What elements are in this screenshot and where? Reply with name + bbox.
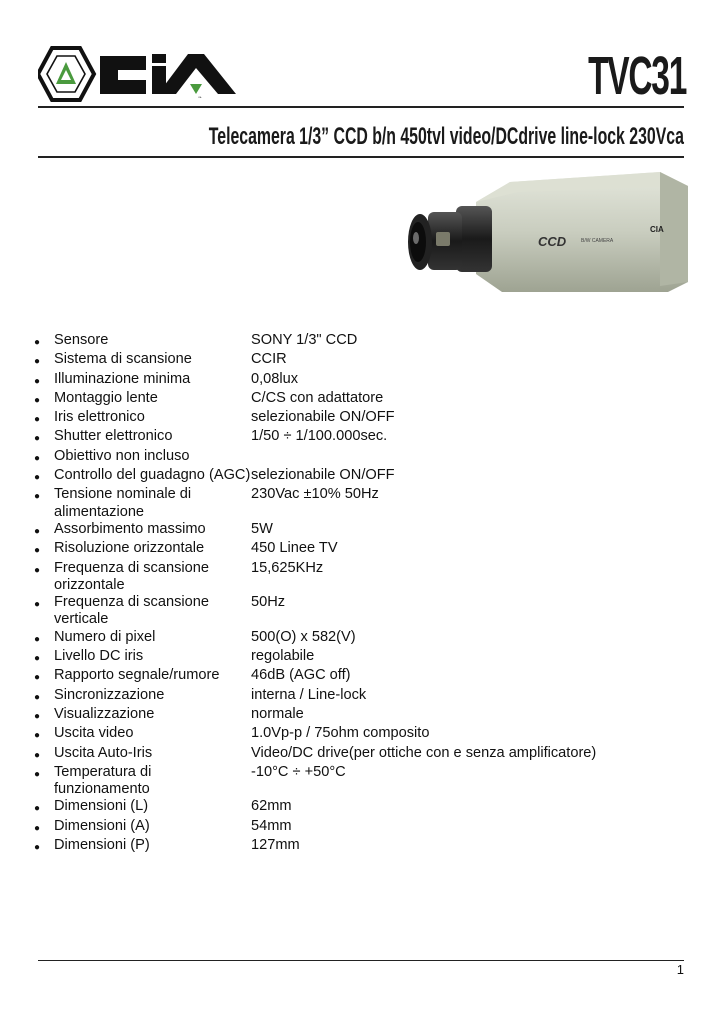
cia-logo <box>38 46 244 102</box>
spec-label: Controllo del guadagno (AGC) <box>54 467 251 484</box>
spec-label: Montaggio lente <box>54 389 158 406</box>
bullet-icon: ● <box>34 803 41 815</box>
bullet-icon: ● <box>34 414 41 426</box>
bullet-icon: ● <box>34 433 41 445</box>
bullet-icon: ● <box>34 749 41 761</box>
spec-row <box>34 521 694 540</box>
bullet-icon: ● <box>34 768 41 780</box>
spec-row <box>34 428 694 447</box>
spec-row <box>34 745 694 764</box>
spec-value: normale <box>251 705 304 722</box>
spec-label: Uscita video <box>54 725 134 742</box>
spec-row <box>34 486 694 521</box>
spec-row <box>34 467 694 486</box>
camera-print-brand: CIA <box>650 225 664 234</box>
bullet-icon: ● <box>34 653 41 665</box>
footer-rule <box>38 960 684 961</box>
spec-row <box>34 409 694 428</box>
bullet-icon: ● <box>34 633 41 645</box>
bullet-icon: ● <box>34 691 41 703</box>
spec-row <box>34 706 694 725</box>
spec-label: Rapporto segnale/rumore <box>54 667 220 684</box>
spec-value: 62mm <box>251 798 292 815</box>
header-rule <box>38 106 684 108</box>
spec-label: Temperatura di funzionamento <box>54 763 152 798</box>
spec-row <box>34 560 694 595</box>
spec-label: Sistema di scansione <box>54 351 192 368</box>
spec-row <box>34 687 694 706</box>
spec-label: Sincronizzazione <box>54 686 165 703</box>
spec-label: Dimensioni (P) <box>54 837 150 854</box>
spec-row <box>34 764 694 799</box>
bullet-icon: ● <box>34 822 41 834</box>
spec-value: 54mm <box>251 817 292 834</box>
spec-row <box>34 667 694 686</box>
spec-value: 450 Linee TV <box>251 540 338 557</box>
spec-value: 1/50 ÷ 1/100.000sec. <box>251 428 388 445</box>
spec-label: Visualizzazione <box>54 705 155 722</box>
spec-value: 46dB (AGC off) <box>251 667 351 684</box>
spec-value: Video/DC drive(per ottiche con e senza amplificatore) <box>251 744 597 761</box>
bullet-icon: ● <box>34 730 41 742</box>
spec-row <box>34 332 694 351</box>
spec-value: selezionabile ON/OFF <box>251 409 395 426</box>
spec-value: selezionabile ON/OFF <box>251 467 395 484</box>
spec-row <box>34 629 694 648</box>
spec-value: C/CS con adattatore <box>251 389 384 406</box>
spec-label: Frequenza di scansione orizzontale <box>54 559 209 593</box>
spec-value: 5W <box>251 520 273 537</box>
spec-value: interna / Line-lock <box>251 686 367 703</box>
product-title: Telecamera 1/3” CCD b/n 450tvl video/DCdrive line-lock 230Vca <box>208 123 684 150</box>
spec-row <box>34 390 694 409</box>
spec-row <box>34 371 694 390</box>
spec-value: SONY 1/3" CCD <box>251 332 358 348</box>
spec-label: Assorbimento massimo <box>54 520 206 537</box>
spec-value: 0,08lux <box>251 370 299 387</box>
bullet-icon: ● <box>34 491 41 503</box>
spec-row <box>34 351 694 370</box>
bullet-icon: ● <box>34 599 41 611</box>
spec-label: Numero di pixel <box>54 628 156 645</box>
spec-value: 1.0Vp-p / 75ohm composito <box>251 725 430 742</box>
spec-label: Obiettivo non incluso <box>54 447 190 464</box>
spec-value: 230Vac ±10% 50Hz <box>251 486 379 503</box>
spec-row <box>34 594 694 629</box>
spec-label: Tensione nominale di alimentazione <box>54 486 192 520</box>
bullet-icon: ● <box>34 564 41 576</box>
bullet-icon: ● <box>34 452 41 464</box>
model-code: TVC31 <box>587 46 686 106</box>
logo-text: CIA <box>198 97 202 99</box>
camera-photo <box>398 166 688 296</box>
spec-list <box>34 332 694 856</box>
bullet-icon: ● <box>34 525 41 537</box>
spec-value: -10°C ÷ +50°C <box>251 763 346 780</box>
spec-value: CCIR <box>251 351 287 368</box>
spec-value: regolabile <box>251 648 315 665</box>
spec-value: 50Hz <box>251 594 286 611</box>
spec-label: Shutter elettronico <box>54 428 173 445</box>
spec-label: Risoluzione orizzontale <box>54 540 205 557</box>
spec-value: 127mm <box>251 837 300 854</box>
bullet-icon: ● <box>34 337 41 348</box>
bullet-icon: ● <box>34 472 41 484</box>
page-number: 1 <box>676 962 684 977</box>
bullet-icon: ● <box>34 672 41 684</box>
spec-row <box>34 648 694 667</box>
spec-label: Sensore <box>54 332 109 348</box>
bullet-icon: ● <box>34 545 41 557</box>
spec-row <box>34 798 694 817</box>
spec-value: 500(O) x 582(V) <box>251 628 356 645</box>
spec-value: 15,625KHz <box>251 559 324 576</box>
bullet-icon: ● <box>34 356 41 368</box>
bullet-icon: ● <box>34 710 41 722</box>
spec-row <box>34 837 694 856</box>
title-rule <box>38 156 684 158</box>
spec-label: Livello DC iris <box>54 648 144 665</box>
camera-print-ccd: CCD <box>538 234 567 249</box>
spec-label: Uscita Auto-Iris <box>54 744 153 761</box>
spec-row <box>34 448 694 467</box>
spec-row <box>34 540 694 559</box>
spec-row <box>34 818 694 837</box>
bullet-icon: ● <box>34 842 41 854</box>
bullet-icon: ● <box>34 375 41 387</box>
spec-label: Iris elettronico <box>54 409 145 426</box>
spec-label: Dimensioni (A) <box>54 817 150 834</box>
bullet-icon: ● <box>34 394 41 406</box>
spec-label: Frequenza di scansione verticale <box>54 594 209 628</box>
spec-label: Dimensioni (L) <box>54 798 149 815</box>
spec-label: Illuminazione minima <box>54 370 191 387</box>
camera-print-bw: B/W CAMERA <box>581 238 614 244</box>
spec-row <box>34 725 694 744</box>
